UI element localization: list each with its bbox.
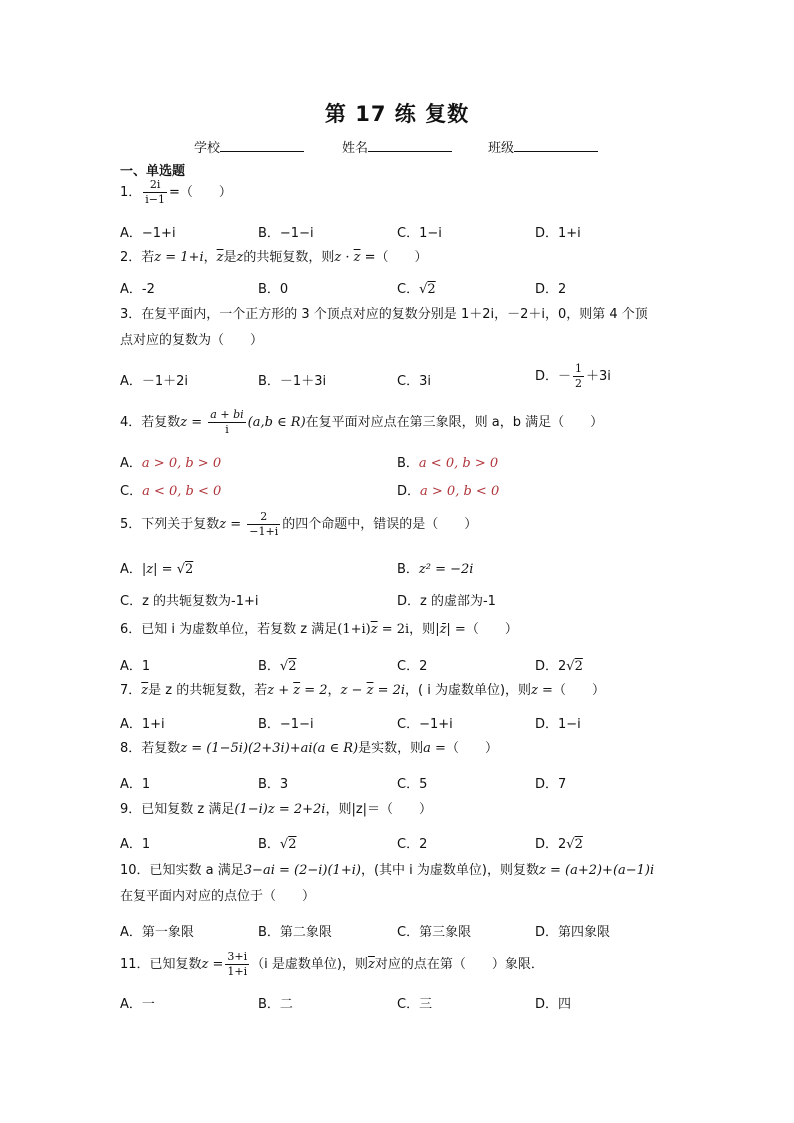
q9-option-c: C．2 [397,837,428,852]
class-field[interactable]: 班级 [488,137,598,156]
q4-option-b: B．a < 0, b > 0 [397,456,499,471]
q1-option-d: D．1+i [535,226,581,241]
question-4: 4．若复数z = $\frac{a + bi}{i}$ (a,b ∈ R)在复平面对应点在第三象限，则 a，b 满足（ ） [120,408,604,436]
q5-option-a: A．|z| = √2 [120,562,194,577]
question-11: 11．已知复数z = $\frac{3+i}{1+i}$ （i 是虚数单位)，则$\overline{z}$对应的点在第（ ）象限． [120,950,544,978]
q4-option-a: A．a > 0, b > 0 [120,456,222,471]
q7-option-d: D．1−i [535,717,581,732]
q10-option-b: B．第二象限 [258,925,332,940]
q2-option-c: C．√2 [397,282,436,297]
q3-option-d: D．－ $\frac{1}{2}$ ＋3i [535,362,611,390]
question-9: 9．已知复数 z 满足(1−i)z = 2+2i，则|z|＝（ ） [120,802,433,817]
q8-option-c: C．5 [397,777,428,792]
question-1: 1． $\frac{2i}{i-1}$ =（ ） [120,178,232,206]
q4-option-c: C．a < 0, b < 0 [120,484,222,499]
q8-option-a: A．1 [120,777,151,792]
q11-option-b: B．二 [258,997,293,1012]
q5-option-d: D．z 的虚部为-1 [397,594,496,609]
q10-option-d: D．第四象限 [535,925,611,940]
q6-option-d: D．2√2 [535,659,583,674]
q5-option-b: B．z² = −2i [397,562,474,577]
q3-option-c: C．3i [397,374,431,389]
q2-option-d: D．2 [535,282,567,297]
q3-option-a: A．－1＋2i [120,374,189,389]
question-7: 7．$\overline{z}$是 z 的共轭复数，若$z + \overline{z} = 2$，$z - \overline{z} = 2i$，( i 为虚数单位)，则z =（ ） [120,683,605,698]
q3-option-b: B．－1＋3i [258,374,327,389]
q8-option-d: D．7 [535,777,567,792]
q5-option-c: C．z 的共轭复数为-1+i [120,594,259,609]
question-5: 5．下列关于复数z = $\frac{2}{-1+i}$ 的四个命题中，错误的是（ ） [120,510,478,538]
q4-option-d: D．a > 0, b < 0 [397,484,500,499]
q9-option-b: B．√2 [258,837,297,852]
q6-option-b: B．√2 [258,659,297,674]
question-3: 3．在复平面内，一个正方形的 3 个顶点对应的复数分别是 1＋2i，－2＋i，0，则第 4 个顶 点对应的复数为（ ） [120,307,648,348]
fraction: $\frac{2i}{i-1}$ [145,178,166,206]
q11-option-a: A．一 [120,997,155,1012]
q11-option-d: D．四 [535,997,572,1012]
page-title: 第 17 练 复数 [324,102,470,126]
q10-option-c: C．第三象限 [397,925,472,940]
q2-option-b: B．0 [258,282,289,297]
q1-option-b: B．−1−i [258,226,314,241]
question-2: 2．若z = 1+i，$\overline{z}$是z的共轭复数，则$z \cdot \overline{z}$ =（ ） [120,250,428,265]
question-6: 6．已知 i 为虚数单位，若复数 z 满足$(1+i)\overline{z} = 2i$，则|z̄| =（ ） [120,622,518,637]
q7-option-a: A．1+i [120,717,165,732]
q8-option-b: B．3 [258,777,289,792]
q7-option-b: B．−1−i [258,717,314,732]
q9-option-a: A．1 [120,837,151,852]
q9-option-d: D．2√2 [535,837,583,852]
school-field[interactable]: 学校 [194,137,304,156]
q10-option-a: A．第一象限 [120,925,194,940]
q1-option-c: C．1−i [397,226,442,241]
question-10: 10．已知实数 a 满足3−ai = (2−i)(1+i)，(其中 i 为虚数单位)，则复数z = (a+2)+(a−1)i 在复平面内对应的点位于（ ） [120,863,655,904]
q2-option-a: A．-2 [120,282,155,297]
q6-option-c: C．2 [397,659,428,674]
q6-option-a: A．1 [120,659,151,674]
q7-option-c: C．−1+i [397,717,453,732]
q1-option-a: A．−1+i [120,226,176,241]
name-field[interactable]: 姓名 [342,137,452,156]
section-heading: 一、单选题 [120,164,186,179]
q11-option-c: C．三 [397,997,433,1012]
question-8: 8．若复数z = (1−5i)(2+3i)+ai(a ∈ R)是实数，则a =（ ） [120,741,498,756]
